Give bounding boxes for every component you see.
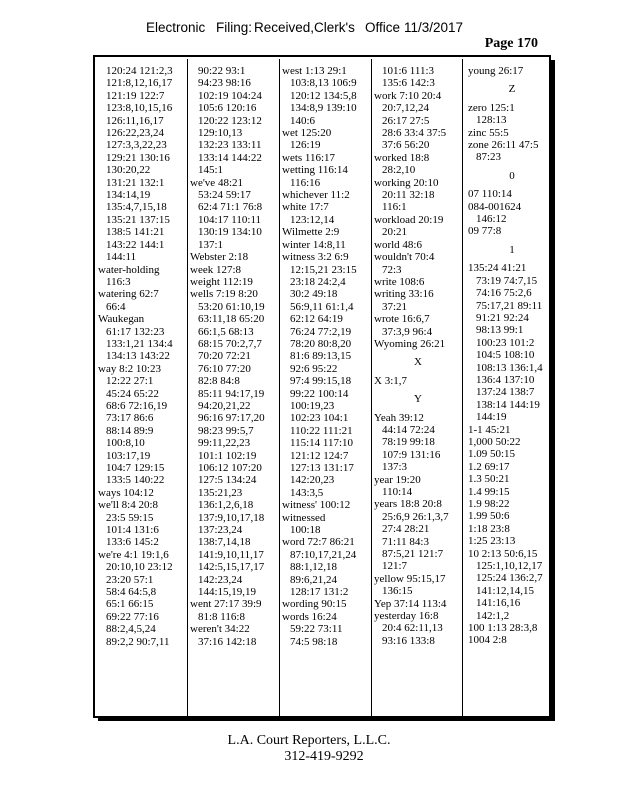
index-entry: 27:4 28:21 [382, 523, 430, 536]
index-entry: winter 14:8,11 [282, 238, 346, 251]
index-entry: 129:10,13 [198, 127, 243, 140]
index-entry: 103:8,13 106:9 [290, 77, 357, 90]
index-entry: 70:20 72:21 [198, 350, 251, 363]
index-entry: 85:11 94:17,19 [198, 387, 265, 400]
index-entry: 30:2 49:18 [290, 288, 338, 301]
index-entry: 12:15,21 23:15 [290, 263, 357, 276]
footer-company: L.A. Court Reporters, L.L.C. [227, 733, 391, 748]
index-entry: 37:21 [382, 300, 408, 313]
index-entry: yellow 95:15,17 [374, 572, 446, 585]
index-entry: 82:8 84:8 [198, 375, 240, 388]
index-entry: 66:4 [106, 300, 126, 313]
index-entry: Waukegan [98, 313, 145, 326]
index-entry: 44:14 72:24 [382, 423, 435, 436]
index-entry: 104:7 129:15 [106, 462, 165, 474]
index-entry: 62:12 64:19 [290, 313, 343, 326]
index-entry: zinc 55:5 [468, 126, 509, 139]
index-entry: 133:14 144:22 [198, 151, 262, 164]
index-entry: 45:24 65:22 [106, 387, 159, 400]
index-entry: workload 20:19 [374, 213, 444, 226]
index-entry: 62:4 71:1 76:8 [198, 201, 263, 214]
index-entry: 101:6 111:3 [382, 65, 435, 77]
index-entry: ways 104:12 [98, 486, 154, 499]
index-entry: weight 112:19 [190, 275, 253, 288]
index-entry: 134:14,19 [106, 189, 151, 202]
index-entry: 144:15,19,19 [198, 586, 257, 599]
index-entry: 121:19 122:7 [106, 89, 165, 102]
index-entry: 115:14 117:10 [290, 437, 354, 450]
index-entry: 1.9 98:22 [468, 498, 510, 510]
index-entry: 78:20 80:8,20 [290, 337, 352, 350]
index-entry: 100:23 101:2 [476, 336, 535, 349]
index-entry: wetting 116:14 [282, 164, 348, 177]
index-entry: 07 110:14 [468, 188, 512, 201]
index-entry: 69:22 77:16 [106, 610, 159, 623]
index-entry: 120:12 134:5,8 [290, 89, 357, 102]
index-entry: 126:22,23,24 [106, 127, 165, 140]
index-entry: whichever 11:2 [282, 189, 350, 202]
index-entry: 121:8,12,16,17 [106, 77, 173, 90]
index-entry: 141:9,10,11,17 [198, 548, 264, 561]
index-entry: 76:10 77:20 [198, 362, 251, 375]
column-divider [187, 59, 188, 716]
index-entry: 138:14 144:19 [476, 398, 540, 411]
index-entry: 1:25 23:13 [468, 535, 516, 548]
index-entry: 53:24 59:17 [198, 189, 251, 202]
index-entry: 23:5 59:15 [106, 511, 154, 524]
section-letter: Y [414, 393, 422, 406]
index-entry: went 27:17 39:9 [190, 598, 262, 611]
index-entry: 94:23 98:16 [198, 77, 251, 90]
index-entry: 127:3,3,22,23 [106, 139, 167, 152]
index-entry: 1.09 50:15 [468, 448, 516, 461]
index-entry: 135:6 142:3 [382, 77, 435, 90]
index-entry: 131:21 132:1 [106, 176, 165, 189]
index-entry: 126:19 [290, 139, 321, 152]
index-entry: 127:13 131:17 [290, 462, 354, 474]
section-letter: 0 [509, 169, 515, 182]
index-entry: 136:1,2,6,18 [198, 499, 254, 512]
index-entry: 73:19 74:7,15 [476, 274, 538, 287]
index-entry: 106:12 107:20 [198, 462, 262, 474]
index-entry: wet 125:20 [282, 127, 332, 140]
frame-shadow-bottom [98, 718, 555, 721]
index-entry: 96:16 97:17,20 [198, 412, 265, 425]
index-entry: witness 3:2 6:9 [282, 251, 349, 264]
index-entry: 68:6 72:16,19 [106, 399, 168, 412]
index-entry: 135:21,23 [198, 486, 243, 499]
index-entry: 99:22 100:14 [290, 387, 349, 400]
index-entry: years 18:8 20:8 [374, 498, 442, 511]
header-date: 11/3/2017 [404, 20, 464, 35]
index-entry: 81:6 89:13,15 [290, 350, 352, 363]
index-entry: 28:6 33:4 37:5 [382, 127, 447, 140]
index-entry: 97:4 99:15,18 [290, 375, 352, 388]
index-entry: 68:15 70:2,7,7 [198, 337, 262, 350]
index-entry: wording 90:15 [282, 598, 347, 611]
index-entry: 134:8,9 139:10 [290, 102, 357, 115]
index-entry: 126:11,16,17 [106, 114, 164, 127]
index-entry: 136:15 [382, 585, 413, 598]
index-entry: 1.2 69:17 [468, 460, 510, 473]
index-entry: 105:6 120:16 [198, 102, 257, 115]
index-column-5 [468, 65, 556, 647]
index-entry: 104:17 110:11 [198, 213, 262, 226]
index-entry: 93:16 133:8 [382, 634, 435, 647]
index-entry: 137:24 138:7 [476, 386, 535, 399]
index-entry: 87:10,17,21,24 [290, 548, 357, 561]
index-entry: 129:21 130:16 [106, 151, 170, 164]
index-entry: 141:16,16 [476, 597, 521, 610]
index-entry: word 72:7 86:21 [282, 536, 355, 549]
index-entry: 130:19 134:10 [198, 226, 262, 239]
index-entry: X 3:1,7 [374, 374, 407, 387]
index-entry: witness' 100:12 [282, 499, 351, 512]
index-entry: 66:1,5 68:13 [198, 325, 254, 338]
index-entry: 136:4 137:10 [476, 373, 535, 386]
index-entry: wrote 16:6,7 [374, 313, 430, 326]
index-entry: 144:19 [476, 411, 507, 424]
index-column-3 [282, 65, 370, 648]
index-entry: 135:21 137:15 [106, 213, 170, 226]
index-entry: 91:21 92:24 [476, 311, 529, 324]
index-entry: writing 33:16 [374, 288, 434, 301]
column-divider [462, 59, 463, 716]
index-entry: Webster 2:18 [190, 251, 249, 264]
index-entry: 134:13 143:22 [106, 350, 170, 363]
index-entry: 144:11 [106, 251, 137, 264]
index-entry: 125:24 136:2,7 [476, 572, 543, 585]
page-number: Page 170 [484, 36, 538, 51]
column-divider [371, 59, 372, 716]
index-entry: 125:1,10,12,17 [476, 560, 543, 573]
index-entry: 101:4 131:6 [106, 524, 159, 537]
index-entry: 88:14 89:9 [106, 424, 154, 437]
index-entry: 143:3,5 [290, 486, 324, 499]
index-entry: 103:17,19 [106, 449, 151, 462]
index-entry: 116:1 [382, 201, 407, 214]
index-entry: 09 77:8 [468, 225, 502, 238]
index-entry: way 8:2 10:23 [98, 362, 161, 375]
index-entry: west 1:13 29:1 [282, 65, 347, 77]
index-entry: Wilmette 2:9 [282, 226, 340, 239]
index-entry: wells 7:19 8:20 [190, 288, 258, 301]
index-entry: 128:13 [476, 114, 507, 127]
index-entry: 110:22 111:21 [290, 424, 353, 437]
index-column-4 [374, 65, 462, 647]
index-entry: 58:4 64:5,8 [106, 586, 157, 599]
index-entry: 102:23 104:1 [290, 412, 349, 425]
index-entry: 120:22 123:12 [198, 114, 262, 127]
index-entry: 98:13 99:1 [476, 324, 524, 337]
index-entry: 28:2,10 [382, 164, 416, 177]
index-entry: 137:9,10,17,18 [198, 511, 265, 524]
index-entry: 89:6,21,24 [290, 573, 338, 586]
index-entry: 53:20 61:10,19 [198, 300, 265, 313]
index-entry: 128:17 131:2 [290, 586, 349, 599]
index-entry: write 108:6 [374, 275, 425, 288]
index-entry: 61:17 132:23 [106, 325, 165, 338]
index-entry: 76:24 77:2,19 [290, 325, 352, 338]
footer-phone: 312-419-9292 [284, 749, 364, 764]
index-entry: 116:16 [290, 176, 321, 189]
index-entry: we've 48:21 [190, 176, 243, 189]
header-office: Office [365, 20, 401, 35]
column-divider [279, 59, 280, 716]
index-entry: 23:18 24:2,4 [290, 275, 346, 288]
index-entry: working 20:10 [374, 176, 439, 189]
index-entry: white 17:7 [282, 201, 329, 214]
index-entry: 1.4 99:15 [468, 485, 510, 498]
index-entry: words 16:24 [282, 610, 337, 623]
index-entry: 87:5,21 121:7 [382, 548, 444, 561]
index-entry: 120:24 121:2,3 [106, 65, 173, 77]
index-entry: 20:7,12,24 [382, 102, 430, 115]
index-entry: 146:12 [476, 213, 507, 226]
index-entry: 142:20,23 [290, 474, 335, 487]
index-entry: 121:12 124:7 [290, 449, 349, 462]
index-entry: 100:18 [290, 524, 321, 537]
index-entry: 135:24 41:21 [468, 262, 527, 275]
index-entry: we're 4:1 19:1,6 [98, 548, 169, 561]
section-letter: X [414, 356, 422, 369]
index-entry: 133:1,21 134:4 [106, 337, 173, 350]
index-entry: 1:18 23:8 [468, 522, 510, 535]
index-entry: 142:1,2 [476, 609, 510, 622]
index-entry: 87:23 [476, 151, 502, 164]
index-entry: 74:5 98:18 [290, 635, 338, 648]
index-entry: zone 26:11 47:5 [468, 139, 539, 152]
index-entry: 90:22 93:1 [198, 65, 246, 77]
index-entry: 101:1 102:19 [198, 449, 257, 462]
index-entry: 141:12,14,15 [476, 584, 535, 597]
index-entry: 88:1,12,18 [290, 561, 338, 574]
index-entry: 1.99 50:6 [468, 510, 510, 523]
index-entry: 78:19 99:18 [382, 436, 435, 449]
header-electronic: Electronic [146, 20, 206, 35]
index-entry: 084-001624 [468, 200, 522, 213]
index-entry: 1,000 50:22 [468, 435, 521, 448]
index-entry: 123:8,10,15,16 [106, 102, 173, 115]
section-letter: 1 [509, 243, 515, 256]
index-entry: 12:22 27:1 [106, 375, 154, 388]
index-entry: 20:11 32:18 [382, 189, 435, 202]
index-entry: 123:12,14 [290, 213, 335, 226]
index-entry: 65:1 66:15 [106, 598, 154, 611]
index-entry: young 26:17 [468, 65, 524, 77]
index-entry: 145:1 [198, 164, 224, 177]
index-column-1 [98, 65, 186, 648]
index-entry: 72:3 [382, 263, 402, 276]
index-entry: 140:6 [290, 114, 316, 127]
index-entry: 121:7 [382, 560, 408, 573]
index-entry: year 19:20 [374, 473, 421, 486]
index-entry: 137:23,24 [198, 524, 243, 537]
index-entry: 89:2,2 90:7,11 [106, 635, 170, 648]
index-entry: 130:20,22 [106, 164, 151, 177]
index-entry: 59:22 73:11 [290, 623, 343, 636]
index-entry: watering 62:7 [98, 288, 159, 301]
index-entry: 37:3,9 96:4 [382, 325, 433, 338]
index-entry: 135:4,7,15,18 [106, 201, 167, 214]
index-entry: Wyoming 26:21 [374, 337, 446, 350]
index-entry: 137:1 [198, 238, 224, 251]
index-entry: 23:20 57:1 [106, 573, 154, 586]
index-entry: 73:17 86:6 [106, 412, 154, 425]
index-entry: 137:3 [382, 461, 408, 474]
index-entry: 74:16 75:2,6 [476, 287, 532, 300]
index-entry: 100:8,10 [106, 437, 145, 450]
index-entry: 25:6,9 26:1,3,7 [382, 510, 449, 523]
index-entry: 1-1 45:21 [468, 423, 511, 436]
index-entry: 1004 2:8 [468, 634, 507, 647]
index-entry: 104:5 108:10 [476, 349, 535, 362]
index-entry: 20:10,10 23:12 [106, 561, 173, 574]
index-entry: 138:7,14,18 [198, 536, 251, 549]
index-entry: 133:6 145:2 [106, 536, 159, 549]
index-entry: 133:5 140:22 [106, 474, 165, 487]
index-entry: 99:11,22,23 [198, 437, 251, 450]
index-entry: wets 116:17 [282, 151, 336, 164]
index-entry: 37:16 142:18 [198, 635, 257, 648]
index-entry: we'll 8:4 20:8 [98, 499, 159, 512]
index-entry: world 48:6 [374, 238, 422, 251]
index-entry: 127:5 134:24 [198, 474, 257, 487]
index-entry: 37:6 56:20 [382, 139, 430, 152]
section-letter: Z [508, 83, 516, 96]
index-entry: 10 2:13 50:6,15 [468, 547, 538, 560]
index-entry: week 127:8 [190, 263, 242, 276]
index-entry: 63:11,18 65:20 [198, 313, 265, 326]
index-entry: 100:19,23 [290, 399, 335, 412]
index-entry: 108:13 136:1,4 [476, 361, 543, 374]
index-entry: 143:22 144:1 [106, 238, 165, 251]
index-entry: 92:6 95:22 [290, 362, 338, 375]
index-entry: witnessed [282, 511, 326, 524]
index-entry: 98:23 99:5,7 [198, 424, 254, 437]
index-entry: 81:8 116:8 [198, 610, 245, 623]
index-entry: 56:9,11 61:1,4 [290, 300, 354, 313]
index-entry: 20:4 62:11,13 [382, 622, 443, 635]
header-filing: Filing: [216, 20, 253, 35]
index-entry: 26:17 27:5 [382, 114, 430, 127]
index-entry: Yeah 39:12 [374, 411, 424, 424]
index-column-2 [190, 65, 278, 648]
index-entry: 100 1:13 28:3,8 [468, 622, 538, 635]
index-entry: Yep 37:14 113:4 [374, 597, 447, 610]
index-entry: wouldn't 70:4 [374, 251, 435, 264]
index-entry: work 7:10 20:4 [374, 89, 442, 102]
index-entry: 110:14 [382, 486, 413, 498]
index-entry: 20:21 [382, 226, 408, 239]
index-entry: 94:20,21,22 [198, 399, 251, 412]
index-entry: yesterday 16:8 [374, 610, 439, 623]
index-entry: weren't 34:22 [190, 623, 250, 636]
index-entry: water-holding [98, 263, 160, 276]
index-entry: worked 18:8 [374, 151, 430, 164]
index-entry: 75:17,21 89:11 [476, 299, 543, 312]
index-entry: 88:2,4,5,24 [106, 623, 156, 636]
index-entry: 71:11 84:3 [382, 535, 429, 548]
index-entry: 142:23,24 [198, 573, 243, 586]
header-received: Received,Clerk's [254, 20, 355, 35]
index-entry: 138:5 141:21 [106, 226, 165, 239]
index-entry: 132:23 133:11 [198, 139, 262, 152]
index-frame [93, 55, 551, 718]
index-entry: zero 125:1 [468, 101, 515, 114]
index-entry: 1.3 50:21 [468, 473, 510, 486]
index-entry: 142:5,15,17,17 [198, 561, 265, 574]
index-entry: 116:3 [106, 275, 131, 288]
index-entry: 102:19 104:24 [198, 89, 262, 102]
index-entry: 107:9 131:16 [382, 448, 441, 461]
